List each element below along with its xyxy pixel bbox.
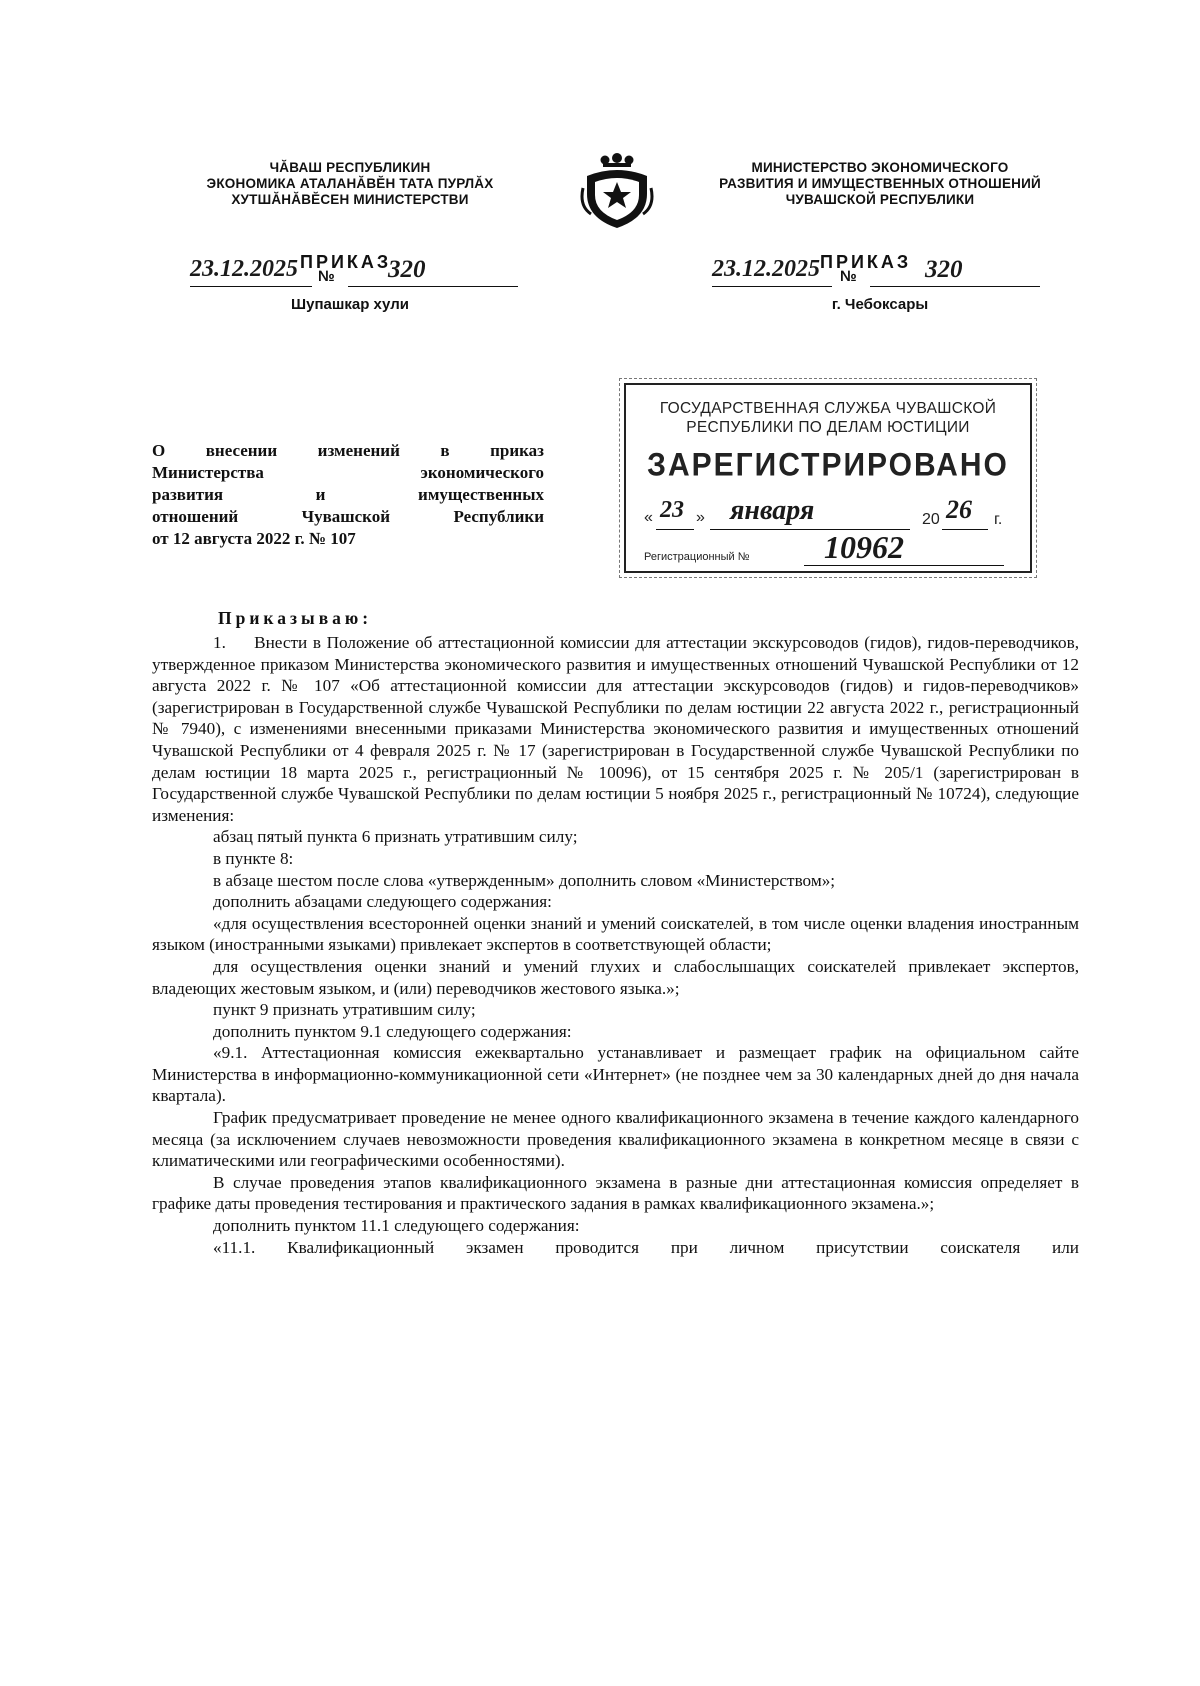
- stamp-date-row: [644, 495, 1014, 531]
- ministry-header-chuvash-line-1: ЧĂВАШ РЕСПУБЛИКИН: [269, 160, 431, 175]
- body-paragraph-1: 1. Внести в Положение об аттестационной комиссии для аттестации экскурсоводов (гидов), гидов-переводчиков, утвержденное приказом Министерства экономического развития и имущественных отношений Чувашской Республики от 12 августа 2022 г. № 107 «Об аттестационной комиссии для аттестации экскурсоводов (гидов) и гидов-переводчиков» (зарегистрирован в Государственной службе Чувашской Республики по делам юстиции 22 августа 2022 г., регистрационный № 7940), с изменениями внесенными приказами Министерства экономического развития и имущественных отношений Чувашской Республики от 4 февраля 2025 г. № 17 (зарегистрирован в Государственной службе Чувашской Республики по делам юстиции 18 марта 2025 г., регистрационный № 10096), от 15 сентября 2025 г. № 205/1 (зарегистрирован в Государственной службе Чувашской Республики по делам юстиции 5 ноября 2025 г., регистрационный № 10724), следующие изменения:: [152, 633, 1079, 825]
- stamp-month-line: [710, 495, 910, 530]
- ministry-header-russian-line-3: ЧУВАШСКОЙ РЕСПУБЛИКИ: [785, 192, 975, 207]
- body-paragraph-9: дополнить пунктом 9.1 следующего содержания:: [213, 1021, 572, 1041]
- stamp-year-suffix: г.: [994, 511, 1003, 528]
- order-number-line-right: [870, 256, 1040, 287]
- document-title-line-2: Министерства экономического: [152, 463, 544, 482]
- document-title-line-1: О внесении изменений в приказ: [152, 441, 544, 460]
- stamp-year-handwritten: 26: [946, 495, 972, 524]
- stamp-organization: [626, 399, 1030, 437]
- document-title-line-3: развития и имущественных: [152, 485, 544, 504]
- ministry-header-chuvash-line-2: ЭКОНОМИКА АТАЛАНĂВĔН ТАТА ПУРЛĂХ: [206, 176, 494, 191]
- stamp-reg-row: [644, 529, 1014, 567]
- order-date-handwritten-left: 23.12.2025: [190, 256, 298, 282]
- stamp-quote-open: «: [644, 509, 653, 526]
- body-paragraph-14: «11.1. Квалификационный экзамен проводится при личном присутствии соискателя или: [213, 1237, 1079, 1257]
- stamp-reg-label: Регистрационный №: [644, 551, 750, 563]
- body-paragraph-13: дополнить пунктом 11.1 следующего содержания:: [213, 1216, 580, 1236]
- ministry-header-chuvash: [150, 160, 550, 208]
- order-number-sign-right: №: [840, 268, 857, 285]
- stamp-day-line: [656, 497, 694, 530]
- stamp-org-line-1: ГОСУДАРСТВЕННАЯ СЛУЖБА ЧУВАШСКОЙ: [659, 400, 997, 417]
- document-title-line-4: отношений Чувашской Республики: [152, 507, 544, 526]
- body-paragraph-3: в пункте 8:: [213, 848, 294, 868]
- document-title: [152, 440, 544, 550]
- order-title-right: ПРИКАЗ: [820, 252, 912, 272]
- stamp-year-prefix: 20: [922, 511, 940, 528]
- stamp-day-handwritten: 23: [660, 497, 684, 523]
- stamp-month-handwritten: января: [730, 495, 815, 526]
- registration-stamp: [624, 383, 1032, 573]
- stamp-quote-close: »: [696, 509, 705, 526]
- order-date-line-left: [190, 256, 312, 287]
- stamp-status: ЗАРЕГИСТРИРОВАНО: [647, 447, 1009, 484]
- document-title-line-5: от 12 августа 2022 г. № 107: [152, 529, 356, 548]
- ministry-header-russian-line-2: РАЗВИТИЯ И ИМУЩЕСТВЕННЫХ ОТНОШЕНИЙ: [719, 176, 1041, 191]
- body-paragraph-7: для осуществления оценки знаний и умений глухих и слабослышащих соискателей привлекает экспертов, владеющих жестовым языком, и (или) переводчиков жестового языка.»;: [152, 956, 1079, 998]
- body-paragraph-4: в абзаце шестом после слова «утвержденным» дополнить словом «Министерством»;: [213, 870, 836, 890]
- stamp-year-line: [942, 495, 988, 530]
- order-number-sign-left: №: [318, 268, 335, 285]
- body-paragraph-12: В случае проведения этапов квалификационного экзамена в разные дни аттестационная комиссия определяет в графике даты проведения тестирования и практического задания в рамках квалификационного экзамена.»;: [152, 1172, 1079, 1214]
- place-label-russian: г. Чебоксары: [831, 296, 929, 313]
- stamp-org-line-2: РЕСПУБЛИКИ ПО ДЕЛАМ ЮСТИЦИИ: [686, 419, 970, 436]
- order-number-line-left: [348, 256, 518, 287]
- stamp-reg-number-handwritten: 10962: [824, 529, 904, 565]
- body-paragraph-5: дополнить абзацами следующего содержания:: [213, 892, 552, 912]
- ministry-header-chuvash-line-3: ХУТШĂНĂВĔСЕН МИНИСТЕРСТВИ: [231, 192, 469, 207]
- ministry-header-russian: [680, 160, 1080, 208]
- order-date-handwritten-right: 23.12.2025: [712, 256, 820, 282]
- order-title-left: ПРИКАЗ: [300, 252, 392, 272]
- body-paragraph-8: пункт 9 признать утратившим силу;: [213, 1000, 476, 1020]
- ministry-header-russian-line-1: МИНИСТЕРСТВО ЭКОНОМИЧЕСКОГО: [751, 160, 1009, 175]
- body-paragraph-6: «для осуществления всесторонней оценки знаний и умений соискателей, в том числе оценки владения иностранным языком (иностранными языками) привлекает экспертов в соответствующей области;: [152, 913, 1079, 955]
- order-directive-heading: Приказываю:: [218, 608, 373, 628]
- order-date-line-right: [712, 256, 832, 287]
- body-paragraph-10: «9.1. Аттестационная комиссия ежеквартально устанавливает и размещает график на официальном сайте Министерства в информационно-коммуникационной сети «Интернет» (не позднее чем за 30 календарных дней до дня начала квартала).: [152, 1043, 1079, 1106]
- body-paragraph-11: График предусматривает проведение не менее одного квалификационного экзамена в течение каждого календарного месяца (за исключением случаев невозможности проведения квалификационного экзамена в конкретном месяце в связи с климатическими или географическими особенностями).: [152, 1108, 1079, 1171]
- place-label-chuvash: Шупашкар хули: [291, 296, 409, 313]
- order-number-handwritten-left: 320: [388, 256, 426, 283]
- order-number-handwritten-right: 320: [925, 256, 963, 283]
- coat-of-arms-emblem: [577, 150, 657, 230]
- body-paragraph-2: абзац пятый пункта 6 признать утратившим силу;: [213, 827, 578, 847]
- stamp-reg-line: [804, 529, 1004, 566]
- document-body: [152, 632, 1079, 1258]
